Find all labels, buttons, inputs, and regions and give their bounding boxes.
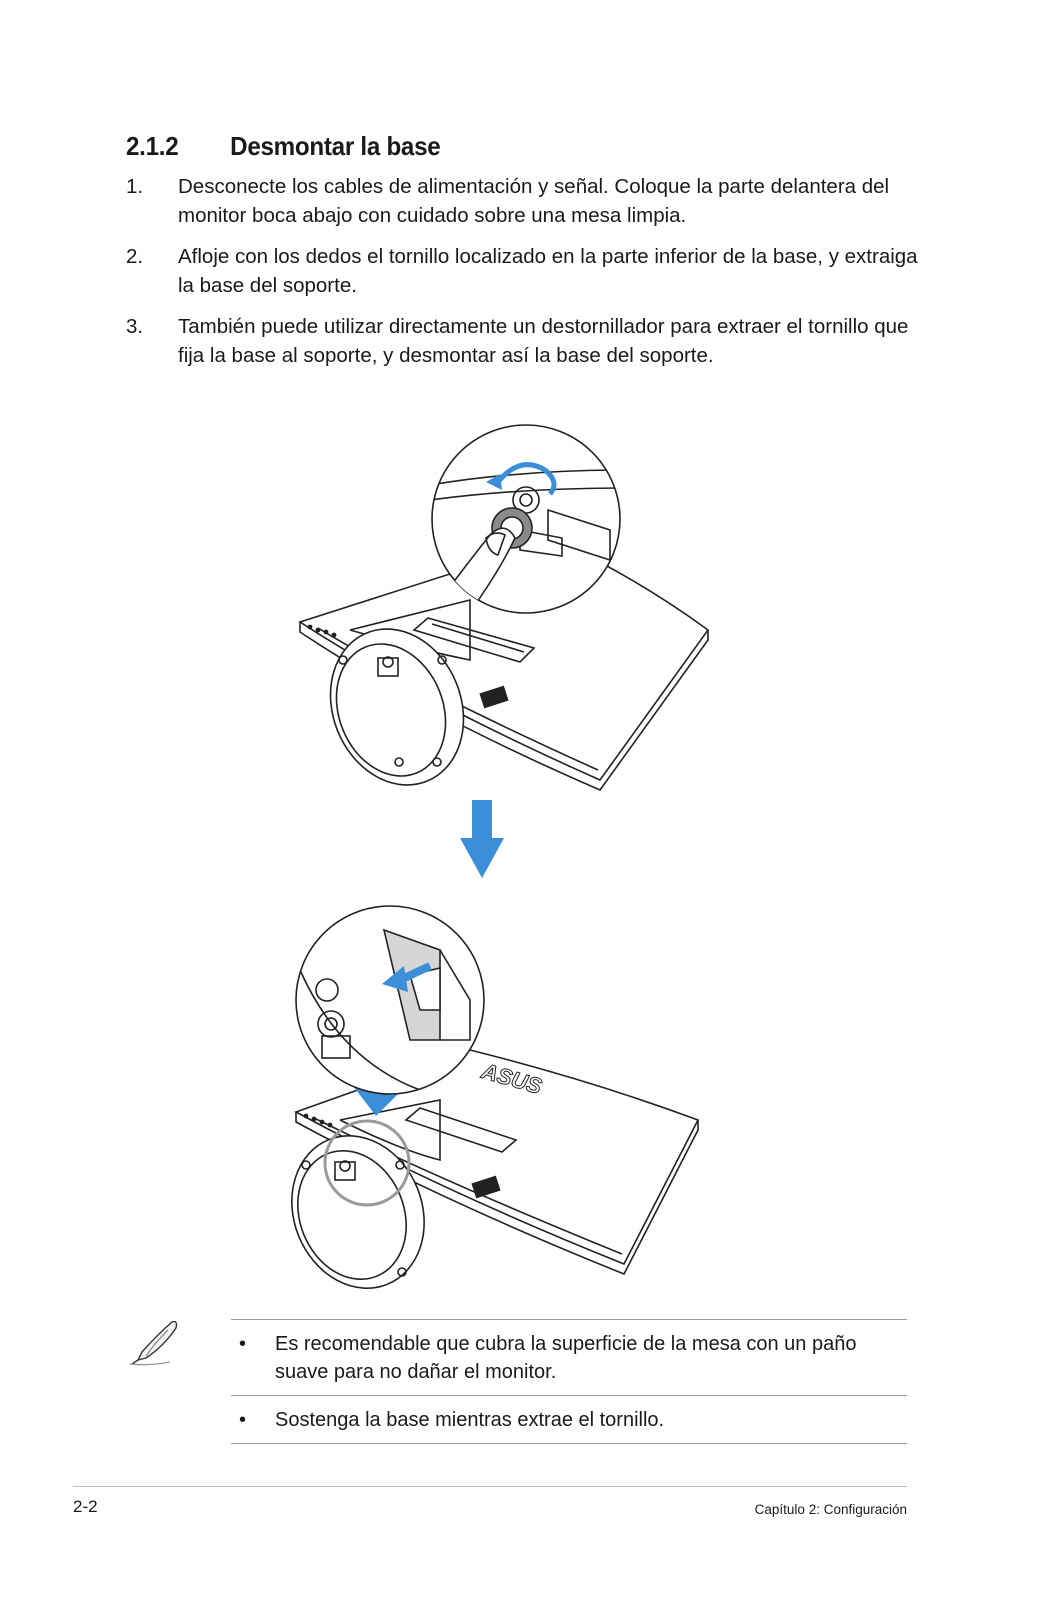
step-number: 3. (126, 315, 144, 338)
step-text: Afloje con los dedos el tornillo localizado en la parte inferior de la base, y extraiga la base del soporte. (178, 245, 918, 297)
step-number: 1. (126, 175, 144, 198)
pen-note-icon (124, 1316, 182, 1368)
footer-divider (73, 1486, 907, 1487)
bullet-icon: • (239, 1333, 247, 1355)
bullet-icon: • (239, 1409, 247, 1431)
page-number: 2-2 (73, 1497, 98, 1516)
section-title: Desmontar la base (230, 131, 441, 161)
step-text: Desconecte los cables de alimentación y señal. Coloque la parte delantera del monitor boca abajo con cuidado sobre una mesa limpia. (178, 175, 890, 227)
chapter-title: Capítulo 2: Configuración (754, 1502, 907, 1517)
step-number: 2. (126, 245, 144, 268)
note-text: Es recomendable que cubra la superficie de la mesa con un paño suave para no dañar el monitor. (275, 1333, 857, 1383)
section-number: 2.1.2 (126, 131, 179, 161)
monitor-bottom-illustration (269, 1050, 698, 1308)
note-item (231, 1319, 907, 1395)
note-text: Sostenga la base mientras extrae el tornillo. (275, 1409, 665, 1431)
down-arrow-icon (460, 800, 504, 878)
step-text: También puede utilizar directamente un destornillador para extraer el tornillo que fija la base al soporte, y desmontar así la base del soporte. (178, 315, 909, 367)
notes-box (231, 1319, 907, 1444)
divider (231, 1443, 907, 1444)
brand-logo: ASUS (478, 1058, 545, 1099)
note-item (231, 1395, 907, 1443)
